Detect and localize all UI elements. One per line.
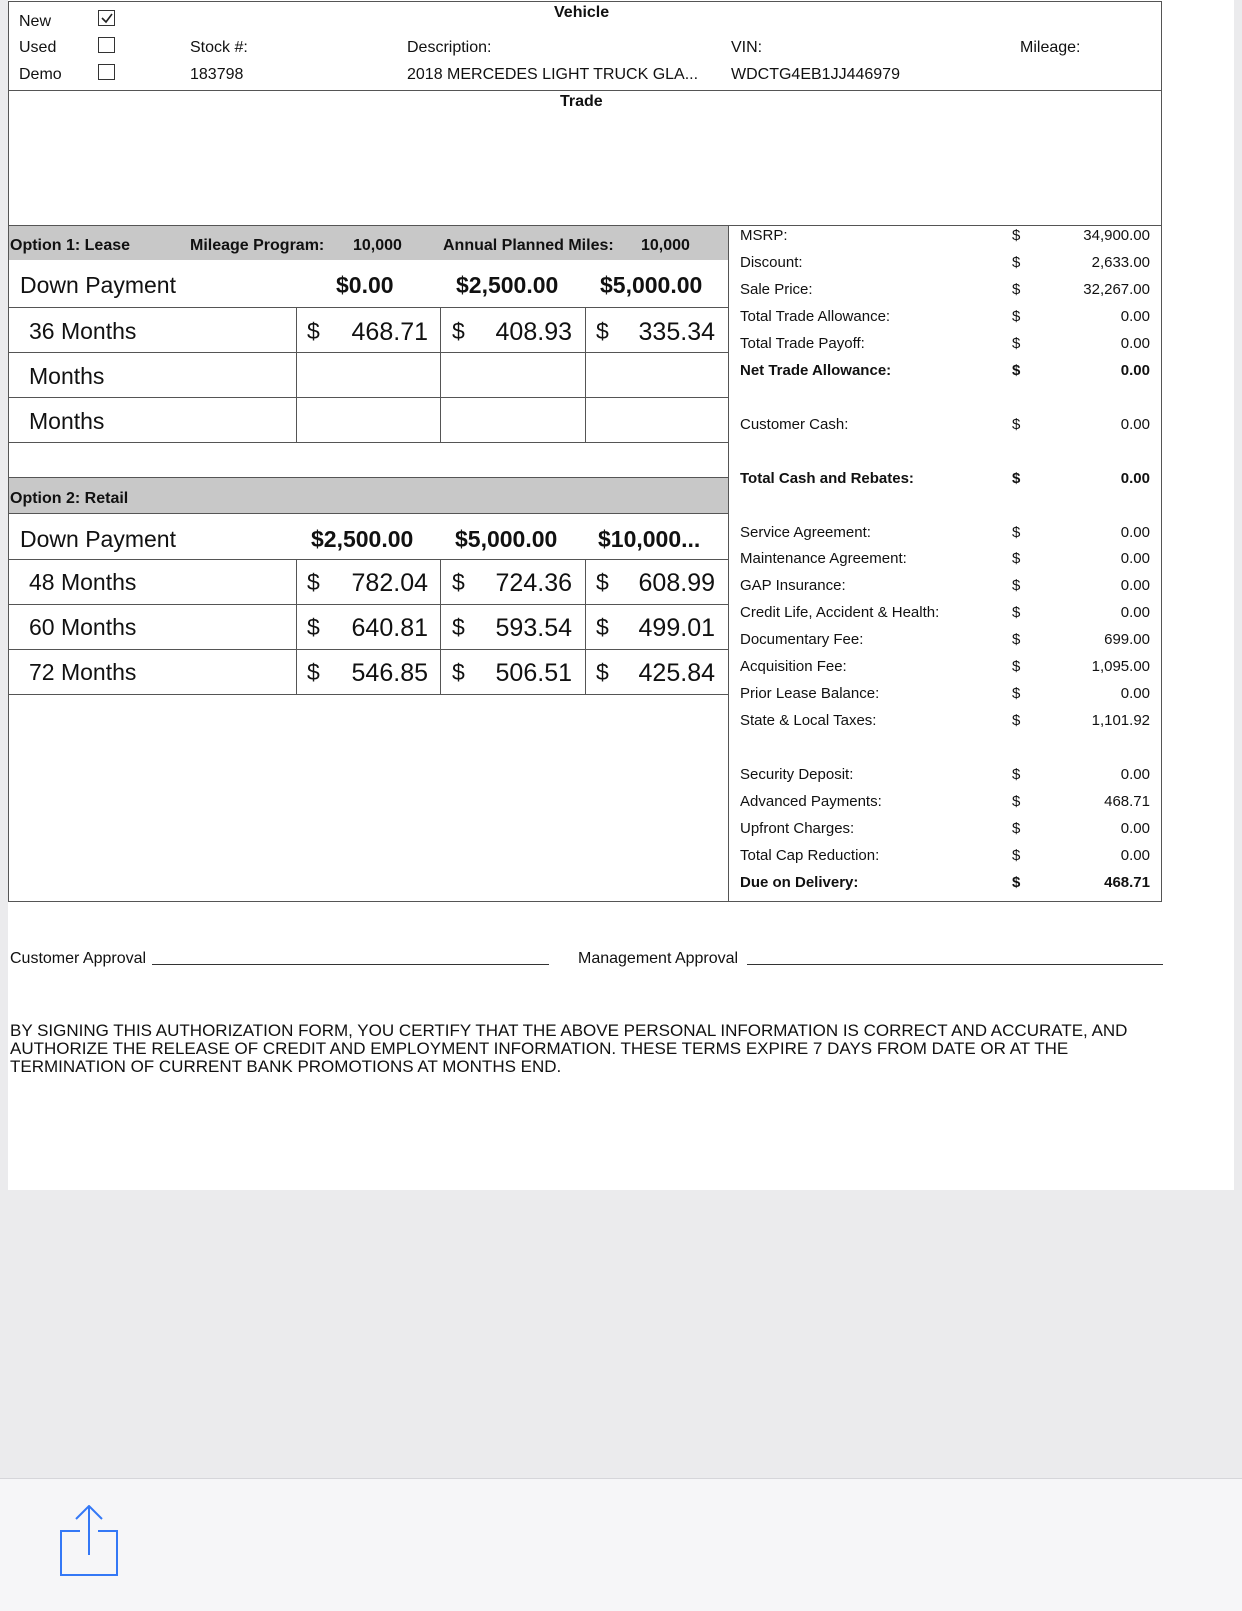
summary-label-group3-0: Security Deposit: xyxy=(740,766,854,783)
lease-row-line-2 xyxy=(8,352,729,353)
summary-currency-group1-3: $ xyxy=(1012,308,1021,325)
lease-col-line-1 xyxy=(296,307,297,443)
summary-currency-total-cash-rebates: $ xyxy=(1012,470,1021,487)
summary-label-group2-6: Prior Lease Balance: xyxy=(740,685,880,702)
retail-term-60: 60 Months xyxy=(29,614,137,640)
summary-label-group3-2: Upfront Charges: xyxy=(740,820,855,837)
retail-col-line-3 xyxy=(585,559,586,695)
summary-value-group1-2: 32,267.00 xyxy=(1083,281,1150,298)
summary-label-group1-0: MSRP: xyxy=(740,227,788,244)
summary-currency-group1-0: $ xyxy=(1012,227,1021,244)
summary-label-group2-0: Service Agreement: xyxy=(740,524,871,541)
summary-label-group2-3: Credit Life, Accident & Health: xyxy=(740,604,940,621)
summary-currency-group1-4: $ xyxy=(1012,335,1021,352)
share-icon xyxy=(58,1505,120,1577)
stock-value: 183798 xyxy=(190,66,244,83)
lease-annual-miles-value: 10,000 xyxy=(641,237,690,254)
summary-value-group3-0: 0.00 xyxy=(1120,766,1150,783)
summary-currency-group2-4: $ xyxy=(1012,631,1021,648)
summary-value-group3-4: 468.71 xyxy=(1104,874,1150,891)
summary-currency-group2-2: $ xyxy=(1012,577,1021,594)
summary-value-group1-4: 0.00 xyxy=(1120,335,1150,352)
retail-payment-72-2: 506.51 xyxy=(495,659,572,687)
retail-dollar-sign: $ xyxy=(596,614,609,640)
summary-value-group2-6: 0.00 xyxy=(1120,685,1150,702)
retail-payment-60-2: 593.54 xyxy=(495,614,572,642)
check-icon xyxy=(100,11,114,25)
retail-term-48: 48 Months xyxy=(29,569,137,595)
vehicle-trade-divider xyxy=(8,90,1162,91)
condition-demo-checkbox[interactable] xyxy=(98,64,115,80)
customer-signature-line[interactable] xyxy=(152,964,549,965)
lease-mileage-program-label: Mileage Program: xyxy=(190,237,325,254)
trade-section-title: Trade xyxy=(560,93,603,110)
retail-title: Option 2: Retail xyxy=(10,490,129,507)
retail-term-72: 72 Months xyxy=(29,659,137,685)
summary-value-group2-1: 0.00 xyxy=(1120,550,1150,567)
summary-label-group1-3: Total Trade Allowance: xyxy=(740,308,891,325)
summary-label-group1-2: Sale Price: xyxy=(740,281,813,298)
description-label: Description: xyxy=(407,39,492,56)
vin-label: VIN: xyxy=(731,39,763,56)
lease-dollar-sign: $ xyxy=(596,318,609,344)
condition-demo-label: Demo xyxy=(19,66,62,83)
summary-value-group3-3: 0.00 xyxy=(1120,847,1150,864)
retail-down-payment-label: Down Payment xyxy=(20,526,176,552)
stock-label: Stock #: xyxy=(190,39,248,56)
summary-label-group3-1: Advanced Payments: xyxy=(740,793,882,810)
summary-currency-customer-cash: $ xyxy=(1012,416,1021,433)
retail-down-payment-3: $10,000... xyxy=(598,526,701,552)
options-bottom-border xyxy=(8,901,1162,902)
retail-dollar-sign: $ xyxy=(307,614,320,640)
bottom-toolbar xyxy=(0,1478,1242,1611)
retail-row-line-4 xyxy=(8,694,729,695)
summary-currency-group2-5: $ xyxy=(1012,658,1021,675)
summary-value-total-cash-rebates: 0.00 xyxy=(1120,470,1150,487)
lease-mileage-program-value: 10,000 xyxy=(353,237,402,254)
lease-dollar-sign: $ xyxy=(307,318,320,344)
retail-payment-72-1: 546.85 xyxy=(351,659,428,687)
lease-dollar-sign: $ xyxy=(452,318,465,344)
retail-dollar-sign: $ xyxy=(452,659,465,685)
summary-value-group1-3: 0.00 xyxy=(1120,308,1150,325)
retail-dollar-sign: $ xyxy=(307,659,320,685)
lease-row-line-1 xyxy=(8,307,729,308)
lease-down-payment-3: $5,000.00 xyxy=(600,272,703,298)
summary-label-group2-2: GAP Insurance: xyxy=(740,577,846,594)
retail-col-line-2 xyxy=(440,559,441,695)
summary-currency-group3-2: $ xyxy=(1012,820,1021,837)
lease-term-blank-1: Months xyxy=(29,363,105,389)
lease-payment-36-2: 408.93 xyxy=(495,318,572,346)
condition-used-label: Used xyxy=(19,39,57,56)
summary-value-group2-4: 699.00 xyxy=(1104,631,1150,648)
summary-value-group1-5: 0.00 xyxy=(1120,362,1150,379)
summary-label-group1-5: Net Trade Allowance: xyxy=(740,362,892,379)
summary-label-group2-4: Documentary Fee: xyxy=(740,631,864,648)
condition-new-label: New xyxy=(19,13,52,30)
summary-value-group2-0: 0.00 xyxy=(1120,524,1150,541)
lease-row-line-4 xyxy=(8,442,729,443)
summary-currency-group1-2: $ xyxy=(1012,281,1021,298)
summary-value-group1-1: 2,633.00 xyxy=(1091,254,1150,271)
summary-label-group2-5: Acquisition Fee: xyxy=(740,658,847,675)
retail-payment-48-1: 782.04 xyxy=(351,569,428,597)
summary-label-total-cash-rebates: Total Cash and Rebates: xyxy=(740,470,914,487)
summary-right-border xyxy=(1161,225,1162,902)
summary-label-group2-1: Maintenance Agreement: xyxy=(740,550,907,567)
summary-value-group1-0: 34,900.00 xyxy=(1083,227,1150,244)
retail-dollar-sign: $ xyxy=(307,569,320,595)
summary-value-group2-5: 1,095.00 xyxy=(1091,658,1150,675)
summary-value-customer-cash: 0.00 xyxy=(1120,416,1150,433)
summary-currency-group2-6: $ xyxy=(1012,685,1021,702)
retail-dollar-sign: $ xyxy=(452,614,465,640)
lease-down-payment-label: Down Payment xyxy=(20,272,176,298)
left-border xyxy=(8,1,9,902)
summary-currency-group3-4: $ xyxy=(1012,874,1021,891)
retail-dollar-sign: $ xyxy=(596,569,609,595)
summary-label-group3-3: Total Cap Reduction: xyxy=(740,847,880,864)
summary-value-group2-2: 0.00 xyxy=(1120,577,1150,594)
retail-dollar-sign: $ xyxy=(452,569,465,595)
retail-header-line xyxy=(8,513,729,514)
summary-currency-group2-1: $ xyxy=(1012,550,1021,567)
lease-title: Option 1: Lease xyxy=(10,237,131,254)
summary-currency-group2-3: $ xyxy=(1012,604,1021,621)
summary-currency-group1-5: $ xyxy=(1012,362,1021,379)
retail-payment-60-3: 499.01 xyxy=(638,614,715,642)
management-signature-line[interactable] xyxy=(747,964,1163,965)
vehicle-section-title: Vehicle xyxy=(554,4,610,21)
summary-label-group1-1: Discount: xyxy=(740,254,803,271)
condition-used-checkbox[interactable] xyxy=(98,37,115,53)
retail-dollar-sign: $ xyxy=(596,659,609,685)
lease-annual-miles-label: Annual Planned Miles: xyxy=(443,237,614,254)
summary-value-group3-2: 0.00 xyxy=(1120,820,1150,837)
retail-row-line-2 xyxy=(8,604,729,605)
summary-value-group3-1: 468.71 xyxy=(1104,793,1150,810)
disclaimer-line-3: TERMINATION OF CURRENT BANK PROMOTIONS AT MONTHS END. xyxy=(10,1057,562,1076)
retail-payment-60-1: 640.81 xyxy=(351,614,428,642)
lease-down-payment-2: $2,500.00 xyxy=(456,272,559,298)
customer-approval-label: Customer Approval xyxy=(10,950,147,967)
lease-payment-36-3: 335.34 xyxy=(638,318,715,346)
retail-payment-48-2: 724.36 xyxy=(495,569,572,597)
summary-label-customer-cash: Customer Cash: xyxy=(740,416,849,433)
summary-currency-group2-7: $ xyxy=(1012,712,1021,729)
condition-new-checkbox[interactable] xyxy=(98,10,115,26)
summary-currency-group2-0: $ xyxy=(1012,524,1021,541)
summary-currency-group3-3: $ xyxy=(1012,847,1021,864)
disclaimer-line-2: AUTHORIZE THE RELEASE OF CREDIT AND EMPLOYMENT INFORMATION. THESE TERMS EXPIRE 7 DAYS FROM DATE OR AT THE xyxy=(10,1039,1069,1058)
lease-col-line-3 xyxy=(585,307,586,443)
lease-term-blank-2: Months xyxy=(29,408,105,434)
summary-currency-group3-0: $ xyxy=(1012,766,1021,783)
lease-payment-36-1: 468.71 xyxy=(351,318,428,346)
lease-col-line-2 xyxy=(440,307,441,443)
retail-down-payment-1: $2,500.00 xyxy=(311,526,414,552)
summary-label-group2-7: State & Local Taxes: xyxy=(740,712,877,729)
vin-value: WDCTG4EB1JJ446979 xyxy=(731,66,900,83)
retail-payment-48-3: 608.99 xyxy=(638,569,715,597)
summary-currency-group1-1: $ xyxy=(1012,254,1021,271)
retail-row-line-3 xyxy=(8,649,729,650)
description-value: 2018 MERCEDES LIGHT TRUCK GLA... xyxy=(407,66,699,83)
retail-row-line-1 xyxy=(8,559,729,560)
management-approval-label: Management Approval xyxy=(578,950,739,967)
top-border xyxy=(8,1,1162,2)
retail-down-payment-2: $5,000.00 xyxy=(455,526,558,552)
right-border-top xyxy=(1161,1,1162,226)
mileage-label: Mileage: xyxy=(1020,39,1081,56)
summary-value-group2-7: 1,101.92 xyxy=(1091,712,1150,729)
disclaimer-line-1: BY SIGNING THIS AUTHORIZATION FORM, YOU CERTIFY THAT THE ABOVE PERSONAL INFORMATION IS CORRECT AND ACCURATE, AND xyxy=(10,1021,1128,1040)
summary-value-group2-3: 0.00 xyxy=(1120,604,1150,621)
summary-currency-group3-1: $ xyxy=(1012,793,1021,810)
lease-row-line-3 xyxy=(8,397,729,398)
retail-payment-72-3: 425.84 xyxy=(638,659,715,687)
summary-left-border xyxy=(728,225,729,902)
lease-term-36: 36 Months xyxy=(29,318,137,344)
summary-label-group1-4: Total Trade Payoff: xyxy=(740,335,865,352)
summary-label-group3-4: Due on Delivery: xyxy=(740,874,859,891)
retail-col-line-1 xyxy=(296,559,297,695)
lease-down-payment-1: $0.00 xyxy=(336,272,394,298)
share-button[interactable] xyxy=(58,1505,120,1577)
